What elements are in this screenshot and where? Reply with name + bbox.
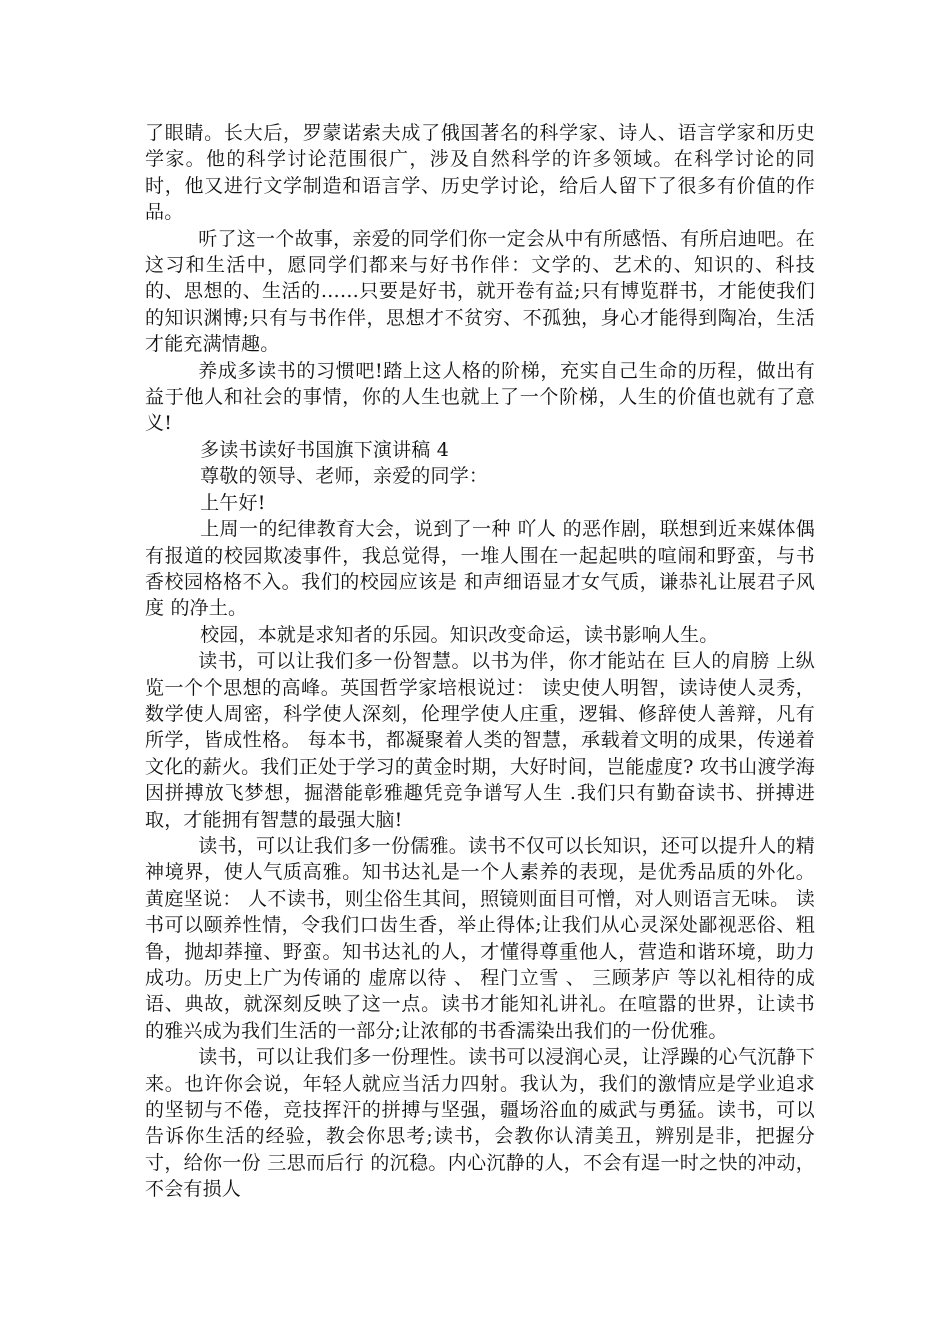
paragraph-reading-habit: 养成多读书的习惯吧!踏上这人格的阶梯，充实自己生命的历程，做出有益于他人和社会的事情，你的人生也就上了一个阶梯，人生的价值也就有了意义! [145,359,815,435]
paragraph-campus: 校园，本就是求知者的乐园。知识改变命运，读书影响人生。 [200,623,719,646]
greeting: 上午好! [200,491,266,514]
paragraph-story-reflection: 听了这一个故事，亲爱的同学们你一定会从中有所感悟、有所启迪吧。在这习和生活中，愿同学们都来与好书作伴：文学的、艺术的、知识的、科技的、思想的、生活的……只要是好书，就开卷有益;只有博览群书，才能使我们的知识渊博;只有与书作伴，思想才不贫穷、不孤独，身心才能得到陶冶，生活才能充满情趣。 [145,227,815,356]
paragraph-elegance: 读书，可以让我们多一份儒雅。读书不仅可以长知识，还可以提升人的精神境界，使人气质高雅。知书达礼是一个人素养的表现，是优秀品质的外化。黄庭坚说： 人不读书，则尘俗生其间，照镜则面目可憎，对人则语言无味。 读书可以颐养性情，令我们口齿生香，举止得体;让我们从心灵深处鄙视恶俗、粗鲁，抛却莽撞、野蛮。知书达礼的人，才懂得尊重他人，营造和谐环境，助力成功。历史上广为传诵的 虚席以待 、 程门立雪 、 三顾茅庐 等以礼相待的成语、典故，就深刻反映了这一点。读书才能知礼讲礼。在喧嚣的世界，让读书的雅兴成为我们生活的一部分;让浓郁的书香濡染出我们的一份优雅。 [145,834,815,1042]
salutation: 尊敬的领导、老师，亲爱的同学： [200,465,489,488]
document-body [145,120,815,1203]
paragraph-discipline-meeting: 上周一的纪律教育大会，说到了一种 吖人 的恶作剧，联想到近来媒体偶有报道的校园欺凌事件，我总觉得，一堆人围在一起起哄的喧闹和野蛮，与书香校园格格不入。我们的校园应该是 和声细语显才女气质，谦恭礼让展君子风度 的净土。 [145,518,815,620]
paragraph-luomengnuosuofu-ending: 了眼睛。长大后，罗蒙诺索夫成了俄国著名的科学家、诗人、语言学家和历史学家。他的科学讨论范围很广，涉及自然科学的许多领域。在科学讨论的同时，他又进行文学制造和语言学、历史学讨论，给后人留下了很多有价值的作品。 [145,122,815,224]
paragraph-wisdom: 读书，可以让我们多一份智慧。以书为伴，你才能站在 巨人的肩膀 上纵览一个个思想的高峰。英国哲学家培根说过： 读史使人明智，读诗使人灵秀，数学使人周密，科学使人深刻，伦理学使人庄重，逻辑、修辞使人善辩，凡有所学，皆成性格。 每本书，都凝聚着人类的智慧，承载着文明的成果，传递着文化的薪火。我们正处于学习的黄金时期，大好时间，岂能虚度? 攻书山渡学海因拼搏放飞梦想，掘潜能彰雅趣凭竞争谱写人生 .我们只有勤奋读书、拼搏进取，才能拥有智慧的最强大脑! [145,650,815,831]
paragraph-rationality: 读书，可以让我们多一份理性。读书可以浸润心灵，让浮躁的心气沉静下来。也许你会说，年轻人就应当活力四射。我认为，我们的激情应是学业追求的坚韧与不倦，竞技挥汗的拼搏与坚强，疆场浴血的威武与勇猛。读书，可以告诉你生活的经验，教会你思考;读书，会教你认清美丑，辨别是非，把握分寸，给你一份 三思而后行 的沉稳。内心沉静的人，不会有逞一时之快的冲动，不会有损人 [145,1046,815,1201]
section-title-speech-4: 多读书读好书国旗下演讲稿 4 [200,438,450,461]
